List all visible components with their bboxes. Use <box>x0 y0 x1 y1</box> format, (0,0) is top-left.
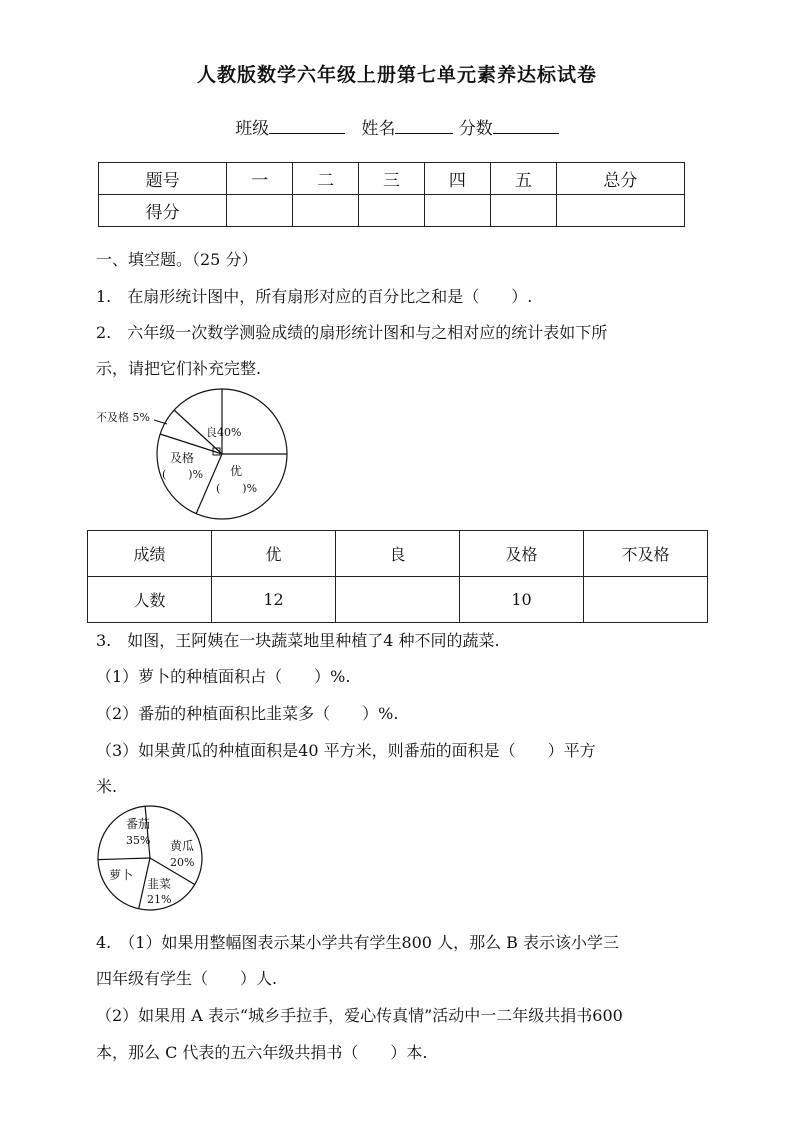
stat-header-row <box>88 531 708 577</box>
name-blank[interactable] <box>395 117 453 134</box>
slice-label-chive: 韭菜 <box>147 877 172 891</box>
question-4-line-2: 四年级有学生（ ）人. <box>96 969 278 988</box>
stat-header-cell: 良 <box>336 531 460 577</box>
score-header-cell: 一 <box>227 163 293 195</box>
label-excellent-name: 优 <box>230 464 243 478</box>
question-3-part-2: （2）番茄的种植面积比韭菜多（ ）%. <box>96 704 399 723</box>
question-4-line-1: 4. （1）如果用整幅图表示某小学共有学生800 人，那么 B 表示该小学三 <box>96 933 620 952</box>
score-cell[interactable] <box>359 195 425 227</box>
label-fail: 不及格 5% <box>96 411 150 424</box>
stat-cell-blank[interactable] <box>336 577 460 623</box>
score-header-cell: 五 <box>490 163 556 195</box>
slice-label-cucumber: 黄瓜 <box>170 839 195 853</box>
score-label: 分数 <box>458 119 493 139</box>
question-3-part-1: （1）萝卜的种植面积占（ ）%. <box>96 667 351 686</box>
question-2-line-1: 2. 六年级一次数学测验成绩的扇形统计图和与之相对应的统计表如下所 <box>96 323 608 342</box>
label-pass-blank: ( )% <box>162 468 204 481</box>
label-excellent-blank: ( )% <box>216 482 258 495</box>
score-cell[interactable] <box>490 195 556 227</box>
stat-header-cell: 成绩 <box>88 531 212 577</box>
score-header-cell: 三 <box>359 163 425 195</box>
question-3: 3. 如图，王阿姨在一块蔬菜地里种植了4 种不同的蔬菜. <box>96 631 500 650</box>
score-cell[interactable] <box>293 195 359 227</box>
score-header-cell: 题号 <box>99 163 227 195</box>
slice-pct-tomato: 35% <box>126 834 151 847</box>
pie-slice-boundary <box>145 806 150 858</box>
question-4-part-2-line-2: 本，那么 C 代表的五六年级共捐书（ ）本. <box>96 1043 428 1062</box>
class-label: 班级 <box>235 119 270 139</box>
stat-cell: 10 <box>460 577 584 623</box>
student-info-line <box>0 114 794 139</box>
grade-pie-chart <box>90 385 300 525</box>
score-table-score-row <box>99 195 685 227</box>
label-good: 良40% <box>206 426 242 439</box>
score-cell[interactable] <box>556 195 684 227</box>
slice-pct-cucumber: 20% <box>170 856 195 869</box>
question-3-part-3-line-2: 米. <box>96 777 118 796</box>
stat-header-cell: 优 <box>212 531 336 577</box>
slice-label-radish: 萝卜 <box>109 868 134 882</box>
pie-slice-boundary <box>98 858 150 860</box>
stat-row-label: 人数 <box>88 577 212 623</box>
class-blank[interactable] <box>269 117 345 134</box>
question-4-part-2-line-1: （2）如果用 A 表示“城乡手拉手，爱心传真情”活动中一二年级共捐书600 <box>96 1006 623 1025</box>
score-cell[interactable] <box>227 195 293 227</box>
stat-cell-blank[interactable] <box>584 577 708 623</box>
section-heading-fill-blanks: 一、填空题。（25 分） <box>96 250 258 269</box>
question-1: 1. 在扇形统计图中，所有扇形对应的百分比之和是（ ）. <box>96 287 533 306</box>
score-cell[interactable] <box>424 195 490 227</box>
grade-stat-table <box>87 530 708 623</box>
slice-pct-chive: 21% <box>147 893 172 906</box>
question-2-line-2: 示，请把它们补充完整. <box>96 359 262 378</box>
stat-cell: 12 <box>212 577 336 623</box>
stat-header-cell: 及格 <box>460 531 584 577</box>
slice-label-tomato: 番茄 <box>126 817 151 831</box>
stat-count-row <box>88 577 708 623</box>
vegetable-pie-chart <box>90 805 215 915</box>
question-3-part-3-line-1: （3）如果黄瓜的种植面积是40 平方米，则番茄的面积是（ ）平方 <box>96 741 596 760</box>
stat-header-cell: 不及格 <box>584 531 708 577</box>
score-header-cell: 四 <box>424 163 490 195</box>
score-header-cell: 总分 <box>556 163 684 195</box>
score-header-cell: 二 <box>293 163 359 195</box>
label-pass-name: 及格 <box>170 451 195 465</box>
score-table <box>98 162 685 227</box>
score-table-header-row <box>99 163 685 195</box>
score-blank[interactable] <box>493 117 559 134</box>
name-label: 姓名 <box>361 119 396 139</box>
page-title: 人教版数学六年级上册第七单元素养达标试卷 <box>196 64 597 86</box>
score-row-label: 得分 <box>99 195 227 227</box>
